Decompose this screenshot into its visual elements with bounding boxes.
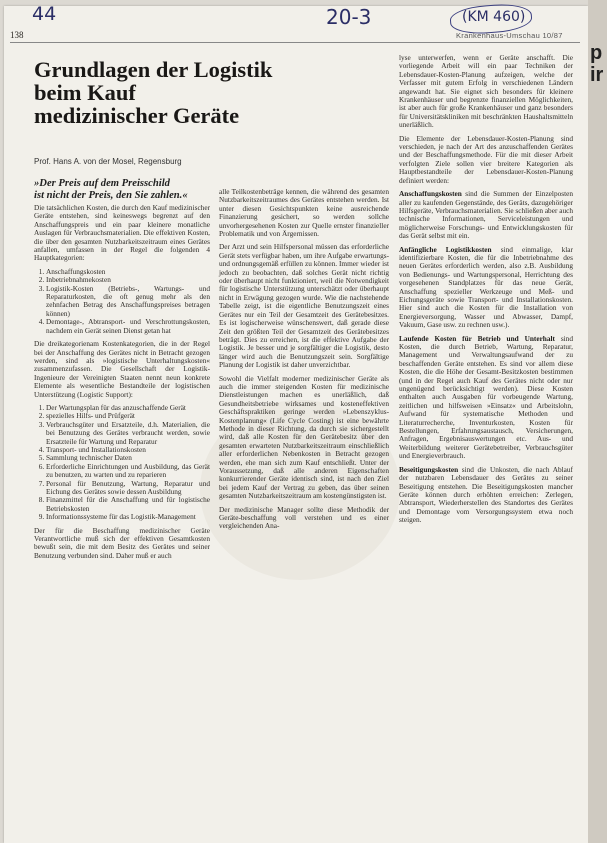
list-item: 4. Transport- und Installationskosten xyxy=(46,446,210,454)
adjacent-page-fragment: p xyxy=(590,42,603,64)
paragraph: Der für die Beschaffung medizinischer Geräte Verantwortliche muß sich der effektiven Gesamtkosten bewußt sein, die mit dem Besitz des Gerätes und seiner Benutzung verbunden sind. Daher muß er auch xyxy=(34,525,210,560)
handwritten-code: 20-3 xyxy=(326,5,372,29)
list-item: 1. Der Wartungsplan für das anzuschaffende Gerät xyxy=(46,404,210,412)
paragraph xyxy=(399,335,573,461)
list-item: 6. Erforderliche Einrichtungen und Ausbildung, das Gerät zu benutzen, zu warten und zu reparieren xyxy=(46,463,210,480)
title-line: beim Kauf xyxy=(34,80,136,105)
paragraph: lyse unterwerfen, wenn er Geräte anschafft. Die vorliegende Arbeit will ein paar Techniken der Lebensdauer-Kosten-Planung aufzeigen, welche der Verfasser mit gutem Erfolg in verschiedenen Ländern angewandt hat. Sie eignet sich besonders für kleinere Krankenhäuser und begrenzte finanziellen Möglichkeiten, ist aber auch für große Krankenhäuser und ganz besonders für Universitätskliniken mit beschränkten Haushaltsmitteln unerläßlich. xyxy=(399,53,573,130)
running-header: Krankenhaus-Umschau 10/87 xyxy=(456,31,563,40)
list-item: 1. Anschaffungskosten xyxy=(46,268,210,276)
term-definition: sind Kosten, die durch Betrieb, Wartung, Reparatur, Management und Verwaltungsaufwand der zu beschaffenden Geräte entstehen. Es sind vor allem diese Kosten, die die Höhe der Gesamt-Besitzkosten bestimmen (und in der Regel auch Kauf des Gerätes nicht oder nur ungenügend berücksichtigt werden). Diese Kosten enthalten auch Ausgaben für vorbeugende Wartung, zeitlichen und hilfsweisen »Einsatz« und Arbeitslohn, Aufwand für systematische Methoden und Literaturrecherche, Inventurkosten, Kosten für Bestellungen, Erfahrungsaustausch, Versicherungen, Anfragen, Ergebnisauswertungen etc. Aus- und Weiterbildung weiterer Gerätebetreiber, Verbrauchsgüter und Energieverbrauch. xyxy=(399,333,573,461)
paragraph: Die Elemente der Lebensdauer-Kosten-Planung sind verschieden, je nach der Art des anzuschaffenden Gerätes und der Beschaffungsmethode. Für die mit dieser Arbeit verfolgten Ziele sollen vier breitere Kategorien als Hauptbestandteile der Lebensdauer-Kosten-Planung definiert werden: xyxy=(399,133,573,185)
paragraph xyxy=(399,190,573,240)
list-item: 3. Verbrauchsgüter und Ersatzteile, d.h. Materialien, die bei Benutzung des Gerätes verbraucht werden, sowie Ersatzteile für Wartung und Reparatur xyxy=(46,421,210,446)
paragraph: Die tatsächlichen Kosten, die durch den Kauf medizinischer Geräte entstehen, sind keineswegs begrenzt auf den Anschaffungspreis und ein paar kleinere monatliche Auslagen für Verbrauchsmaterialien. Die effektiven Kosten, die über den gesamten Nutzbarkeitszeitraum eines Gerätes anfallen, umfassen in der Regel die folgenden 4 Hauptkategorien: xyxy=(34,203,210,263)
list-item: 7. Personal für Benutzung, Wartung, Reparatur und Eichung des Gerätes sowie dessen Ausbildung xyxy=(46,480,210,497)
term-heading: Anfängliche Logistikkosten xyxy=(399,244,492,254)
term-heading: Anschaffungskosten xyxy=(399,189,462,199)
text-column-2 xyxy=(219,188,389,536)
list-item: 3. Logistik-Kosten (Betriebs-, Wartungs- und Reparaturkosten, die oft genug mehr als den zehnfachen Betrag des Anschaffungspreises betragen können) xyxy=(46,285,210,319)
text-column-3 xyxy=(399,54,573,530)
term-definition: sind die Unkosten, die nach Ablauf der nutzbaren Lebensdauer des Gerätes zu seiner Beseitigung entstehen. Die Beseitigungskosten mancher Geräte können durch erhöhten erreichen: Zerlegen, Abtransport, Wiederherstellen des Standortes des Gerätes und Demontage vom Versorgungssystem etwa noch steigen. xyxy=(399,464,573,525)
paragraph: Der medizinische Manager sollte diese Methodik der Geräte-beschaffung voll verstehen und es einer vergleichenden Ana- xyxy=(219,504,389,531)
paragraph: Sowohl die Vielfalt moderner medizinischer Geräte als auch die immer steigenden Kosten für medizinische Dienstleistungen machen es unerläßlich, daß Gesundheitsbetriebe wirksames und kosteneffektiven Geschäftspraktiken geringe werden »Lebenszyklus-Kostenplanung« (Life Cycle Costing) ist eine bewährte Methode in dieser Richtung, da durch sie sichergestellt wird, daß alle Kosten für den Gerätebesitz über den gesamten erwarteten Nutzbarkeitszeitraum einschließlich aller erforderlichen Nebenkosten in Betracht gezogen werden, ehe man sich zum Kauf entschließt. Unter der Voraussetzung, daß alle anderen Eigenschaften konkurrierender Geräte identisch sind, ist nach den Ziel bei jedem Kauf der Vertrag zu geben, das über seinen gesamten Nutzbarkeitszeitraum am kostengünstigsten ist. xyxy=(219,373,389,501)
header-rule xyxy=(10,42,580,43)
handwritten-reference: (KM 460) xyxy=(462,9,526,25)
article-title xyxy=(34,58,324,127)
article-author: Prof. Hans A. von der Mosel, Regensburg xyxy=(34,157,182,166)
handwritten-note: 44 xyxy=(32,3,57,25)
term-heading: Laufende Kosten für Betrieb und Unterhalt xyxy=(399,333,555,343)
term-definition: sind einmalige, klar identifizierbare Kosten, die für die Inbetriebnahme des neuen Gerätes erforderlich werden, also z.B. Ausbildung von Bedienungs- und Wartungspersonal, Herrichtung des vorgesehenen Standplatzes für das neue Gerät, Anschaffung spezieller Werkzeuge und Meß- und Eichungsgeräte sowie Transport- und Installationskosten. Hier sind auch die Kosten für die Installation von Energieversorgung, Wasser und Abwasser, Dampf, Vakuum, Gase usw. zu rechnen usw.). xyxy=(399,244,573,330)
paragraph xyxy=(399,466,573,525)
pull-quote xyxy=(34,178,188,202)
paragraph: alle Teilkostenbeträge kennen, die während des gesamten Nutzbarkeitszeitraumes des Gerätes entstehen werden. Ist unter diesen Gesichtspunkten keine ausreichende Finanzierung gesichert, so werden sollche unvorhergesehenen Kosten zur Quelle ernster finanzieller Problematik und von Ärgernissen. xyxy=(219,187,389,239)
paragraph: Der Arzt und sein Hilfspersonal müssen das erforderliche Gerät stets verfügbar haben, um ihre Aufgabe erwartungs- und ordnungsgemäß erfüllen zu können. Immer wieder ist jedoch zu beobachten, daß solches Gerät nicht richtig oder überhaupt nicht funktioniert, weil die Notwendigkeit für logistische Unterstützung unterschätzt oder überhaupt nicht in Erwägung gezogen wurde. Wie die nachstehende Tabelle zeigt, ist die eigentliche Benutzungszeit eines Gerätes nur ein Teil der Gesamtzeit des Gerätebesitzes. Es ist logischerweise wünschenswert, daß gerade diese Zeit den größten Teil der Gesamtzeit des Gerätebesitzes beträgt. Dies zu erreichen, ist die effektive Aufgabe der Logistik. Je besser und je sorgfältiger die Logistik, desto länger wird auch die Benutzungszeit sein. Sorgfältige Planung der Logistik ist daher unverzichtbar. xyxy=(219,242,389,370)
list-item: 2. Inbetriebnahmekosten xyxy=(46,276,210,284)
pull-quote-line: »Der Preis auf dem Preisschild xyxy=(34,178,170,189)
list-item: 4. Demontage-, Abtransport- und Verschrottungskosten, nachdem ein Gerät seinen Dienst getan hat xyxy=(46,318,210,335)
term-heading: Beseitigungskosten xyxy=(399,464,459,474)
adjacent-page-fragment: ir xyxy=(590,64,604,86)
paragraph xyxy=(399,246,573,330)
paragraph: Die dreikategorienam Kostenkategorien, die in der Regel bei der Anschaffung des Gerätes nicht in Betracht gezogen werden, sind als »logistische Unterhaltungskosten« zusammenzufassen. Die Gesellschaft der Logistik-Ingenieure der Vereinigten Staaten nennt neun konkrete Elemente als wesentliche Bestandteile der logistischen Unterstützung (Logistic Support): xyxy=(34,339,210,399)
list-item: 9. Informationssysteme für das Logistik-Management xyxy=(46,513,210,521)
list-item: 5. Sammlung technischer Daten xyxy=(46,454,210,462)
list-item: 2. spezielles Hilfs- und Prüfgerät xyxy=(46,412,210,420)
text-column-1 xyxy=(34,204,210,565)
adjacent-page-edge xyxy=(588,0,607,843)
page-number: 138 xyxy=(10,30,24,40)
term-definition: sind die Summen der Einzelposten aller zu kaufenden Gegenstände, des Geräts, dazugehöriger Hilfsgeräte, Verbrauchsmaterialien. Sie schließen aber auch technische Informationen, Serviceleistungen und möglicherweise Forschungs- und Entwicklungskosten für das Gerät selbst mit ein. xyxy=(399,189,573,241)
pull-quote-line: ist nicht der Preis, den Sie zahlen.« xyxy=(34,190,188,201)
logistic-support-list xyxy=(34,404,210,522)
list-item: 8. Finanzmittel für die Anschaffung und für logistische Betriebskosten xyxy=(46,496,210,513)
title-line: Grundlagen der Logistik xyxy=(34,57,273,82)
title-line: medizinischer Geräte xyxy=(34,103,240,128)
cost-category-list xyxy=(34,268,210,335)
